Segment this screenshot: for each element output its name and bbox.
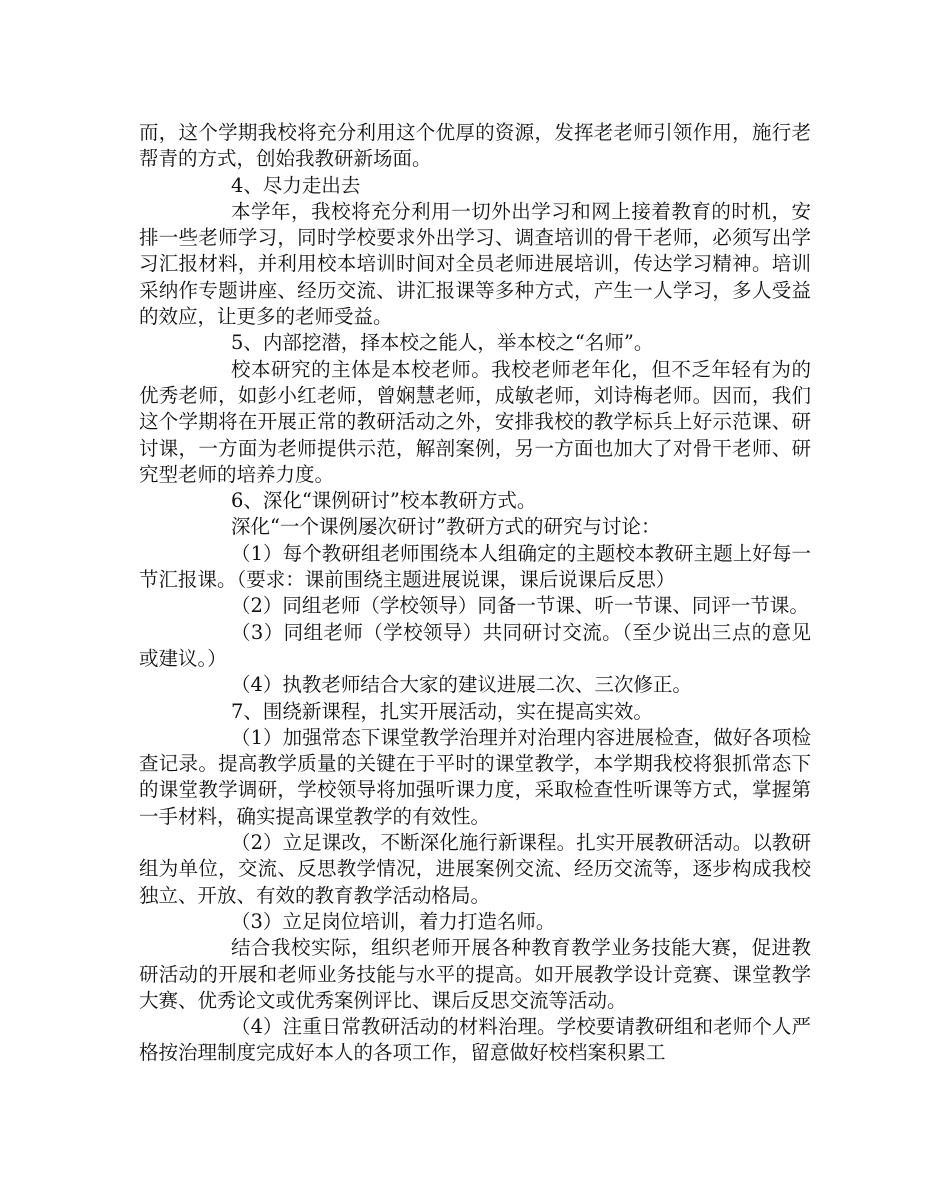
heading-item-5: 5、内部挖潜，择本校之能人，举本校之“名师”。 (231, 331, 654, 355)
list-item-6-2: （2）同组老师（学校领导）同备一节课、听一节课、同评一节课。 (231, 594, 809, 618)
paragraph-item-6: 深化“一个课例屡次研讨”教研方式的研究与讨论： (231, 515, 661, 539)
list-item-7-1: （1）加强常态下课堂教学治理并对治理内容进展检查，做好各项检查记录。提高教学质量的关键在于平时的课堂教学，本学期我校将狠抓常态下的课堂教学调研，学校领导将加强听课力度，采取检查性听课等方式，掌握第一手材料，确实提高课堂教学的有效性。 (139, 725, 811, 828)
list-item-7-4: （4）注重日常教研活动的材料治理。学校要请教研组和老师个人严格按治理制度完成好本人的各项工作，留意做好校档案积累工 (139, 1015, 811, 1065)
list-item-7-2: （2）立足课改，不断深化施行新课程。扎实开展教研活动。以教研组为单位，交流、反思教学情况，进展案例交流、经历交流等，逐步构成我校独立、开放、有效的教育教学活动格局。 (139, 831, 811, 907)
paragraph-item-4: 本学年，我校将充分利用一切外出学习和网上接着教育的时机，安排一些老师学习，同时学校要求外出学习、调查培训的骨干老师，必须写出学习汇报材料，并利用校本培训时间对全员老师进展培训，传达学习精神。培训采纳作专题讲座、经历交流、讲汇报课等多种方式，产生一人学习，多人受益的效应，让更多的老师受益。 (139, 199, 811, 329)
document-body (139, 120, 811, 1067)
paragraph-item-5: 校本研究的主体是本校老师。我校老师老年化，但不乏年轻有为的优秀老师，如彭小红老师，曾娴慧老师，成敏老师，刘诗梅老师。因而，我们这个学期将在开展正常的教研活动之外，安排我校的教学标兵上好示范课、研讨课，一方面为老师提供示范，解剖案例，另一方面也加大了对骨干老师、研究型老师的培养力度。 (139, 357, 811, 486)
list-item-6-3: （3）同组老师（学校领导）共同研讨交流。（至少说出三点的意见或建议。） (139, 620, 811, 670)
paragraph-intro-continuation: 而，这个学期我校将充分利用这个优厚的资源，发挥老老师引领作用，施行老帮青的方式，创始我教研新场面。 (139, 121, 811, 171)
list-item-6-4: （4）执教老师结合大家的建议进展二次、三次修正。 (231, 673, 692, 697)
list-item-7-3: （3）立足岗位培训，着力打造名师。 (231, 909, 556, 933)
heading-item-4: 4、尽力走出去 (231, 173, 361, 197)
heading-item-6: 6、深化“课例研讨”校本教研方式。 (231, 489, 537, 513)
list-item-6-1: （1）每个教研组老师围绕本人组确定的主题校本教研主题上好每一节汇报课。（要求：课前围绕主题进展说课，课后说课后反思） (139, 541, 811, 592)
heading-item-7: 7、围绕新课程，扎实开展活动，实在提高实效。 (231, 699, 653, 723)
paragraph-item-7-3: 结合我校实际，组织老师开展各种教育教学业务技能大赛，促进教研活动的开展和老师业务技能与水平的提高。如开展教学设计竞赛、课堂教学大赛、优秀论文或优秀案例评比、课后反思交流等活动。 (139, 936, 811, 1012)
